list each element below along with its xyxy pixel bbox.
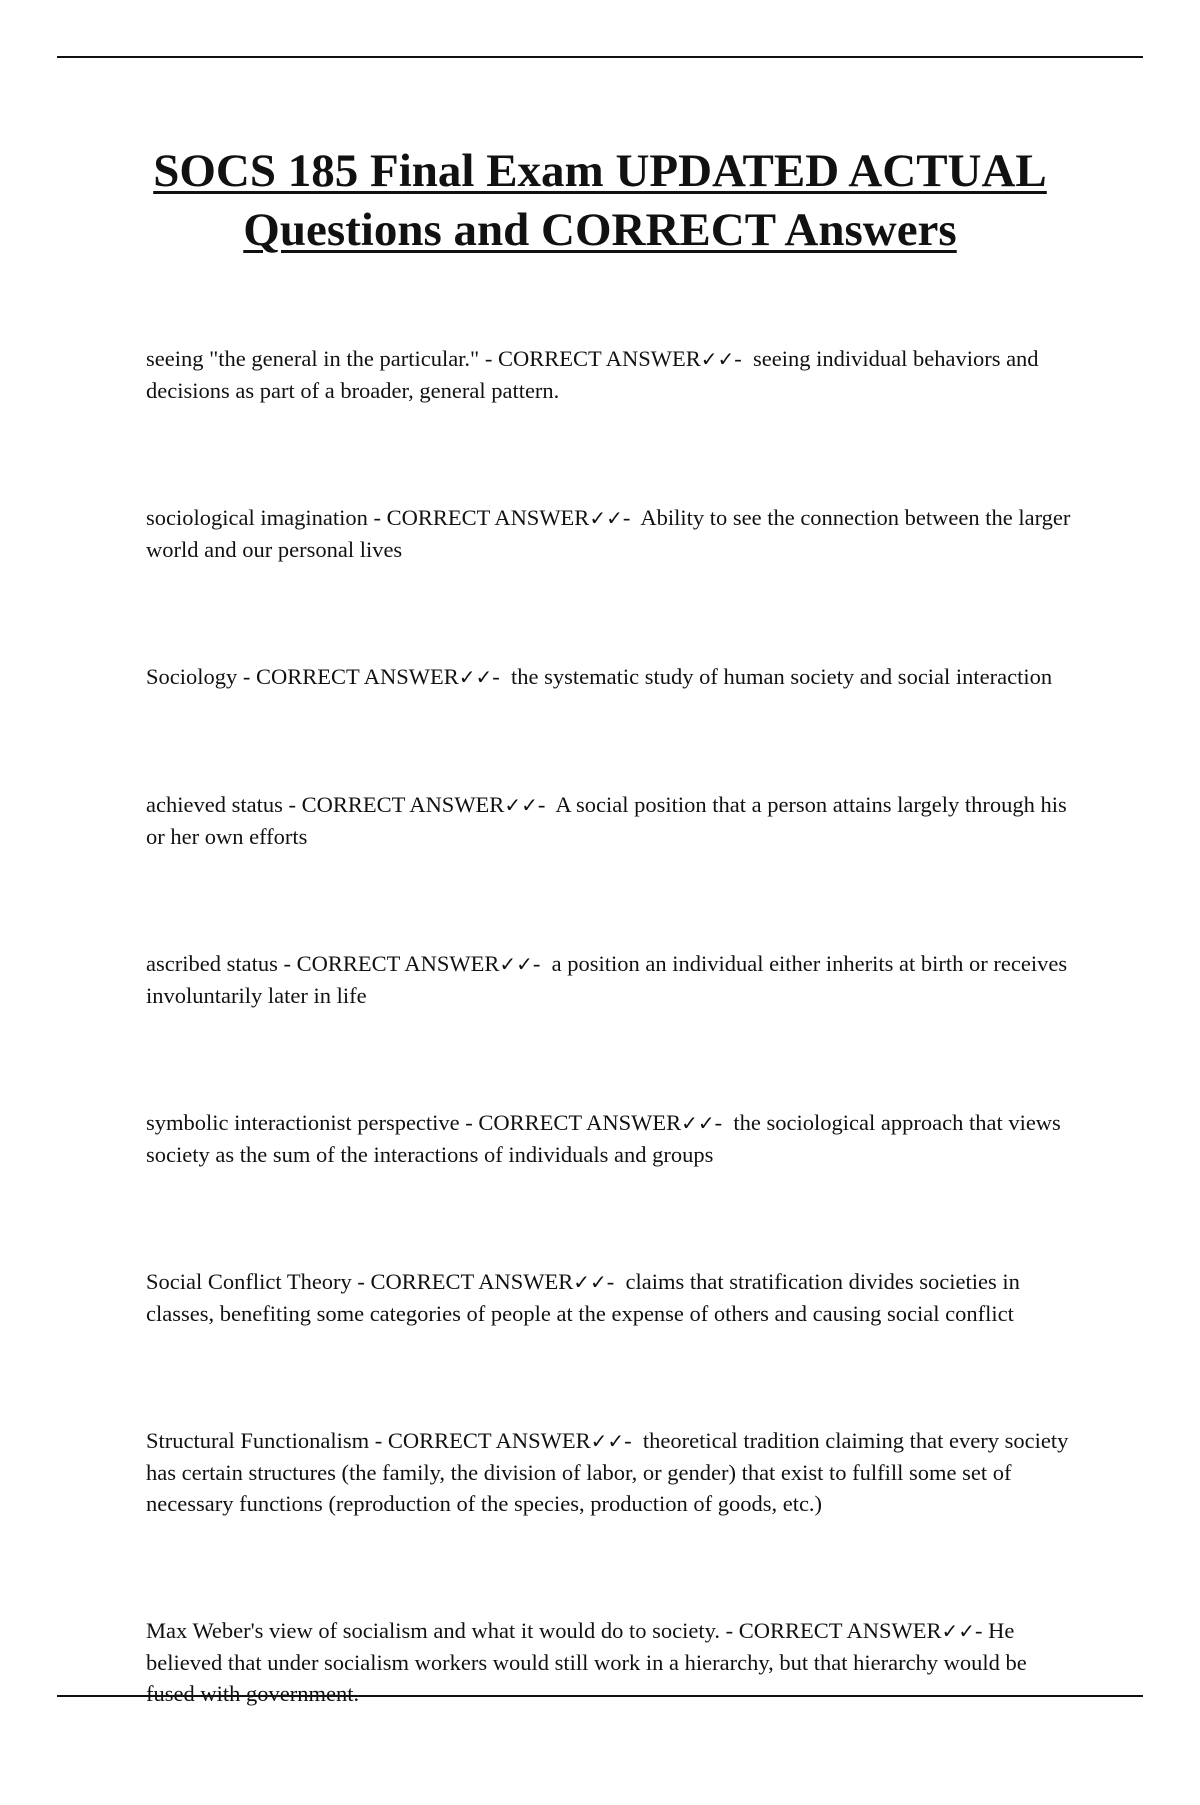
qa-dash: -	[975, 1618, 983, 1643]
qa-answer: A social position that a person attains largely through his or her own efforts	[146, 792, 1067, 849]
qa-separator: - CORRECT ANSWER	[479, 346, 701, 371]
qa-term: symbolic interactionist perspective	[146, 1110, 460, 1135]
qa-term: achieved status	[146, 792, 283, 817]
check-icon: ✓✓	[681, 1111, 715, 1135]
qa-answer: theoretical tradition claiming that every society has certain structures (the family, the division of labor, or gender) that exist to fulfill some set of necessary functions (reproduction of the species, production of goods, etc.)	[146, 1428, 1069, 1516]
qa-item	[146, 1107, 1076, 1170]
qa-answer: He believed that under socialism workers would still work in a hierarchy, but that hierarchy would be fused with government.	[146, 1618, 1027, 1706]
check-icon: ✓✓	[700, 347, 735, 371]
qa-term: Sociology	[146, 664, 238, 689]
qa-separator: - CORRECT ANSWER	[720, 1618, 942, 1643]
qa-dash: -	[532, 951, 541, 976]
qa-answer: claims that stratification divides societies in classes, benefiting some categories of people at the expense of others and causing social conflict	[146, 1269, 1020, 1326]
qa-separator: - CORRECT ANSWER	[282, 792, 505, 817]
qa-separator: - CORRECT ANSWER	[277, 951, 500, 976]
qa-item	[146, 948, 1076, 1011]
qa-item	[146, 1425, 1076, 1519]
check-icon: ✓✓	[458, 665, 493, 689]
top-rule	[57, 56, 1143, 58]
check-icon: ✓✓	[941, 1619, 976, 1643]
qa-term: seeing "the general in the particular."	[146, 346, 480, 371]
qa-separator: - CORRECT ANSWER	[351, 1269, 574, 1294]
check-icon: ✓✓	[499, 952, 533, 976]
qa-dash: -	[714, 1110, 723, 1135]
check-icon: ✓✓	[589, 506, 623, 530]
qa-answer: a position an individual either inherits at birth or receives involuntarily later in life	[146, 951, 1068, 1008]
qa-separator: - CORRECT ANSWER	[369, 1428, 591, 1453]
qa-dash: -	[622, 505, 631, 530]
qa-item	[146, 502, 1076, 565]
qa-term: sociological imagination	[146, 505, 368, 530]
bottom-rule	[57, 1695, 1143, 1697]
qa-dash: -	[537, 792, 546, 817]
qa-item	[146, 789, 1076, 852]
qa-list	[146, 343, 1076, 1805]
document-title: SOCS 185 Final Exam UPDATED ACTUAL Questions and CORRECT Answers	[153, 145, 1047, 256]
qa-separator: - CORRECT ANSWER	[237, 664, 459, 689]
check-icon: ✓✓	[504, 793, 538, 817]
qa-answer: the systematic study of human society and social interaction	[511, 664, 1053, 689]
qa-separator: - CORRECT ANSWER	[367, 505, 590, 530]
qa-item	[146, 661, 1076, 693]
qa-answer: the sociological approach that views society as the sum of the interactions of individuals and groups	[146, 1110, 1061, 1167]
qa-dash: -	[624, 1428, 632, 1453]
qa-dash: -	[492, 664, 500, 689]
check-icon: ✓✓	[590, 1429, 625, 1453]
qa-term: Social Conflict Theory	[146, 1269, 352, 1294]
qa-term: Structural Functionalism	[146, 1428, 370, 1453]
qa-term: Max Weber's view of socialism and what it would do to society.	[146, 1618, 721, 1643]
qa-answer: seeing individual behaviors and decisions as part of a broader, general pattern.	[146, 346, 1039, 403]
qa-separator: - CORRECT ANSWER	[459, 1110, 682, 1135]
qa-item	[146, 343, 1076, 406]
check-icon: ✓✓	[573, 1270, 607, 1294]
qa-answer: Ability to see the connection between the larger world and our personal lives	[146, 505, 1071, 562]
qa-item	[146, 1266, 1076, 1329]
qa-dash: -	[734, 346, 742, 371]
qa-term: ascribed status	[146, 951, 278, 976]
qa-dash: -	[606, 1269, 615, 1294]
